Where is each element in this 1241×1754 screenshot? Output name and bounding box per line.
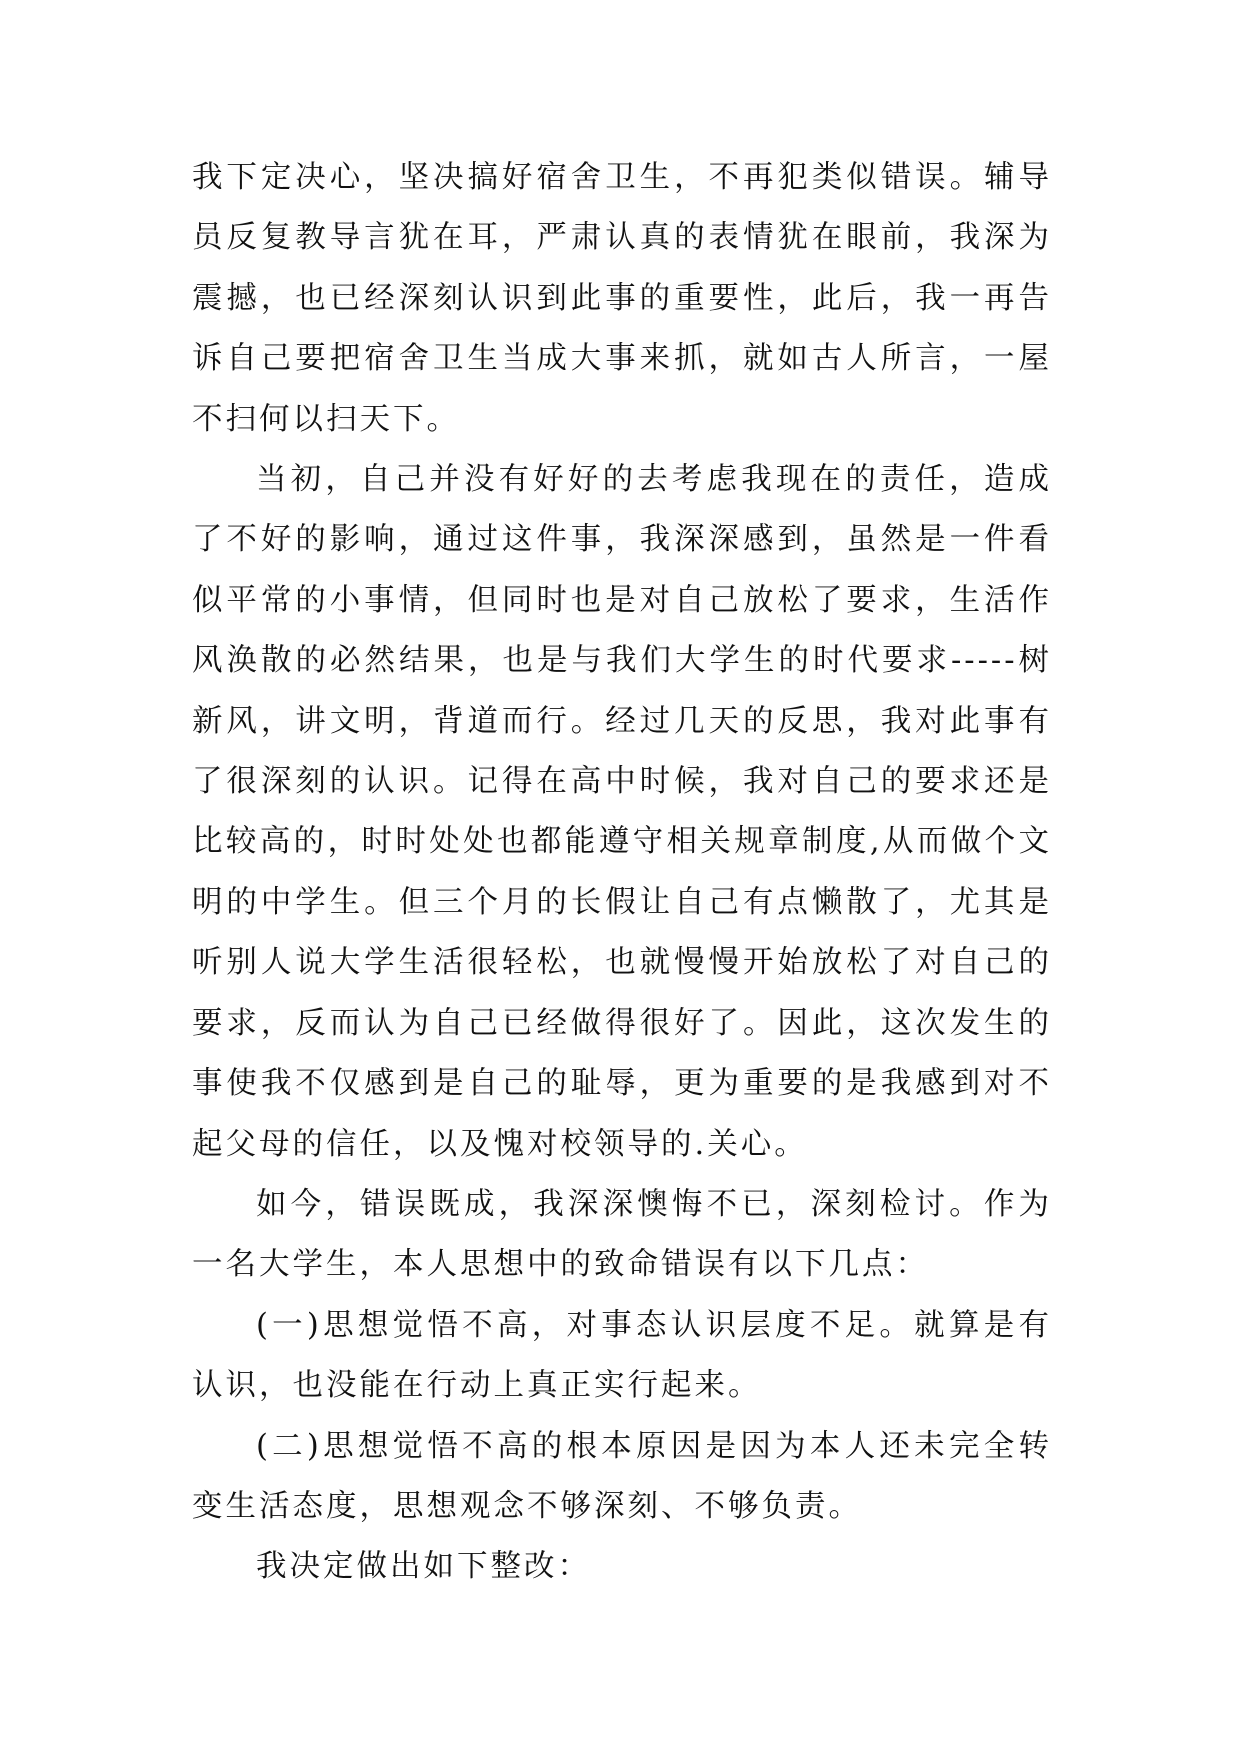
paragraph-6: 我决定做出如下整改：	[256, 1549, 591, 1585]
paragraph-1: 我下定决心，坚决搞好宿舍卫生，不再犯类似错误。辅导员反复教导言犹在耳，严肃认真的表情犹在眼前，我深为震撼，也已经深刻认识到此事的重要性，此后，我一再告诉自己要把宿舍卫生当成大事来抓，就如古人所言，一屋不扫何以扫天下。	[192, 160, 1052, 437]
document-body	[192, 148, 1052, 1598]
paragraph-4: (一)思想觉悟不高，对事态认识层度不足。就算是有认识，也没能在行动上真正实行起来。	[192, 1307, 1052, 1404]
paragraph-5: (二)思想觉悟不高的根本原因是因为本人还未完全转变生活态度，思想观念不够深刻、不够负责。	[192, 1428, 1052, 1524]
paragraph-2: 当初，自己并没有好好的去考虑我现在的责任，造成了不好的影响，通过这件事，我深深感到，虽然是一件看似平常的小事情，但同时也是对自己放松了要求，生活作风涣散的必然结果，也是与我们大学生的时代要求-----树新风，讲文明，背道而行。经过几天的反思，我对此事有了很深刻的认识。记得在高中时候，我对自己的要求还是比较高的，时时处处也都能遵守相关规章制度,从而做个文明的中学生。但三个月的长假让自己有点懒散了，尤其是听别人说大学生活很轻松，也就慢慢开始放松了对自己的要求，反而认为自己已经做得很好了。因此，这次发生的事使我不仅感到是自己的耻辱，更为重要的是我感到对不起父母的信任，以及愧对校领导的.关心。	[192, 462, 1052, 1162]
paragraph-3: 如今，错误既成，我深深懊悔不已，深刻检讨。作为一名大学生，本人思想中的致命错误有以下几点：	[192, 1186, 1052, 1283]
